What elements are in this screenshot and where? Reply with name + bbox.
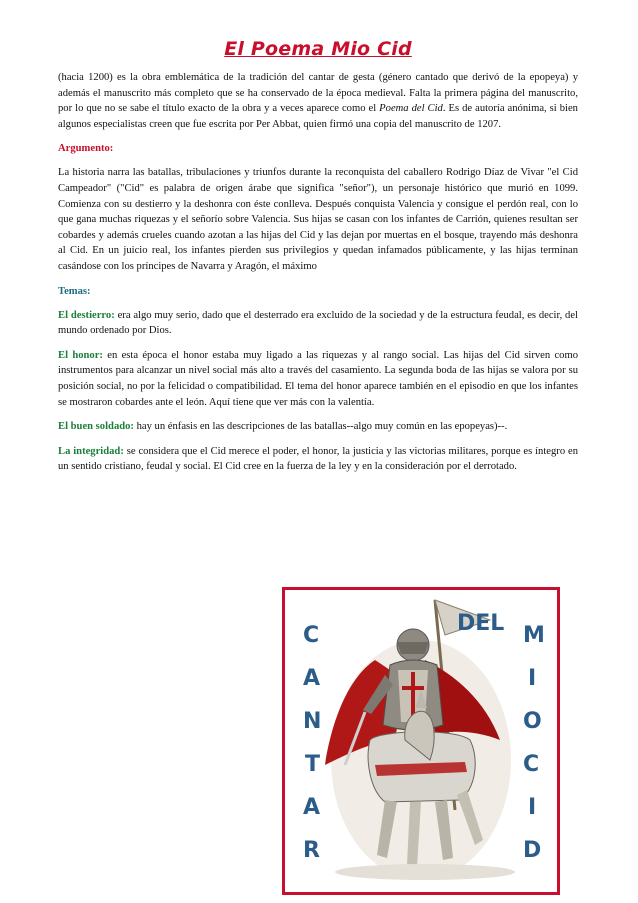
tema-honor-text: en esta época el honor estaba muy ligado a las riquezas y al rango social. Las hijas del Cid sirven como instrumentos para alcanzar un nivel social más alto a través del casamiento. La segunda boda de las hijas se valora por su posición social, no por la felicidad o compatibilidad. El tema del honor aparece también en el episodio en que los infantes se mostraron cobardes ante el león. Aquí tiene que ver más con la valentía.	[58, 349, 579, 408]
tema-integridad-label: La integridad:	[58, 445, 124, 457]
tema-destierro-label: El destierro:	[58, 309, 115, 321]
tema-buen-soldado	[58, 419, 578, 435]
top-word-del: DEL	[457, 611, 505, 636]
argumento-paragraph: La historia narra las batallas, tribulaciones y triunfos durante la reconquista del caballero Rodrigo Díaz de Vivar "el Cid Campeador" ("Cid" es palabra de origen árabe que significa "señor"), un personaje histórico que murió en 1099. Comienza con su destierro y la deshonra con éste conlleva. Después conquista Valencia y consigue el perdón real, con lo que gana muchas riquezas y el señorío sobre Valencia. Sus hijas se casan con los infantes de Carrión, quienes resultan ser cobardes y además crueles cuando azotan a las hijas del Cid y las dejan por muertas en el bosque, trayendo más deshonra al Cid. En un juicio real, los infantes pierden sus privilegios y quedan infamados públicamente, y las hijas terminan casándose con los príncipes de Navarra y Aragón, el máximo	[58, 167, 578, 272]
page-title: El Poema Mio Cid	[224, 38, 412, 60]
letter-right-5: D	[523, 838, 542, 863]
tema-integridad-text: se considera que el Cid merece el poder, el honor, la justicia y las victorias militares, porque es íntegro en un sentido cristiano, feudal y social. El Cid cree en la fuerza de la ley y en la consideración por el derrotado.	[58, 445, 578, 473]
cantar-del-mio-cid-illustration	[282, 587, 560, 895]
letter-right-1: I	[528, 666, 537, 691]
letter-left-4: A	[303, 795, 321, 820]
letter-right-2: O	[523, 709, 542, 734]
letter-left-1: A	[303, 666, 321, 691]
letter-right-4: I	[528, 795, 537, 820]
letter-left-3: T	[305, 752, 321, 777]
intro-paragraph	[58, 70, 578, 132]
document-page	[58, 38, 578, 484]
letter-left-5: R	[303, 838, 320, 863]
letter-left-0: C	[303, 623, 320, 648]
tema-integridad	[58, 444, 578, 475]
intro-text-1: (hacia 1200) es la obra emblemática de la tradición del cantar de gesta (género cantado que derivó de la epopeya) y además el manuscrito más completo que se ha conservado de la época medieval. Falta la primera página del manuscrito, por lo que no se sabe el título exacto de la obra y a veces aparece como el	[58, 72, 578, 115]
intro-text-2: . Es de autoría anónima, si bien algunos especialistas creen que fue escrita por Per Abbat, quien firmó una copia del manuscrito de 1207.	[58, 103, 578, 130]
tema-destierro-text: era algo muy serio, dado que el desterrado era excluido de la sociedad y de la estructura feudal, es decir, del mundo ordenado por Dios.	[58, 309, 578, 337]
letter-right-0: M	[523, 623, 545, 648]
intro-italic-title: Poema del Cid	[379, 103, 443, 115]
argumento-heading: Argumento:	[58, 143, 114, 155]
tema-buen-soldado-label: El buen soldado:	[58, 421, 134, 433]
letter-right-3: C	[523, 752, 540, 777]
letter-left-2: N	[303, 709, 322, 734]
tema-honor-label: El honor:	[58, 349, 103, 361]
tema-buen-soldado-text: hay un énfasis en las descripciones de las batallas--algo muy común en las epopeyas)--.	[133, 421, 508, 433]
temas-heading: Temas:	[58, 285, 91, 297]
tema-honor	[58, 348, 578, 410]
tema-destierro	[58, 308, 578, 339]
knight-illustration-svg	[285, 590, 557, 892]
